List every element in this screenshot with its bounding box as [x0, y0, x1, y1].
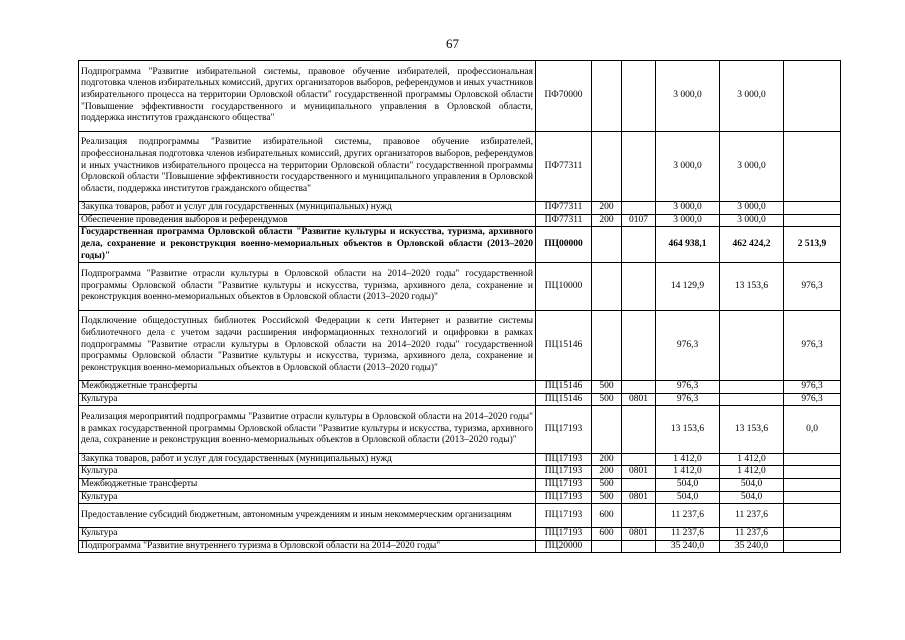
- table-row: [79, 227, 841, 263]
- row-amount-federal: 976,3: [784, 263, 841, 310]
- row-amount-federal: 976,3: [784, 310, 841, 381]
- table-row: [79, 491, 841, 504]
- row-expense-type: 500: [592, 491, 622, 504]
- row-section: 0107: [622, 214, 656, 227]
- table-row: [79, 381, 841, 394]
- row-code: ПЦ17193: [536, 491, 592, 504]
- row-code: ПЦ17193: [536, 453, 592, 466]
- row-section: 0801: [622, 491, 656, 504]
- row-amount-total: 504,0: [656, 491, 720, 504]
- row-amount-federal: [784, 131, 841, 202]
- row-name: Культура: [79, 466, 536, 479]
- row-section: [622, 131, 656, 202]
- table-row: [79, 393, 841, 406]
- row-amount-federal: [784, 540, 841, 553]
- row-amount-federal: [784, 504, 841, 528]
- row-amount-own: 35 240,0: [720, 540, 784, 553]
- row-amount-own: 3 000,0: [720, 214, 784, 227]
- row-section: [622, 61, 656, 132]
- row-code: ПЦ15146: [536, 393, 592, 406]
- row-code: ПФ77311: [536, 131, 592, 202]
- row-code: ПЦ10000: [536, 263, 592, 310]
- row-code: ПФ70000: [536, 61, 592, 132]
- row-amount-own: 13 153,6: [720, 263, 784, 310]
- row-amount-own: 11 237,6: [720, 528, 784, 541]
- row-name: Культура: [79, 393, 536, 406]
- row-code: ПЦ17193: [536, 528, 592, 541]
- row-expense-type: 200: [592, 453, 622, 466]
- row-code: ПЦ15146: [536, 310, 592, 381]
- row-amount-total: 976,3: [656, 393, 720, 406]
- row-amount-own: 3 000,0: [720, 131, 784, 202]
- row-expense-type: [592, 540, 622, 553]
- row-name: Межбюджетные трансферты: [79, 478, 536, 491]
- table-row: [79, 453, 841, 466]
- row-name: Культура: [79, 491, 536, 504]
- row-amount-total: 14 129,9: [656, 263, 720, 310]
- table-row: [79, 406, 841, 453]
- row-amount-federal: 976,3: [784, 393, 841, 406]
- row-amount-own: [720, 310, 784, 381]
- row-amount-total: 35 240,0: [656, 540, 720, 553]
- page-number: 67: [446, 36, 459, 51]
- row-section: [622, 406, 656, 453]
- row-name: Закупка товаров, работ и услуг для государственных (муниципальных) нужд: [79, 453, 536, 466]
- table-row: [79, 61, 841, 132]
- row-section: 0801: [622, 393, 656, 406]
- row-amount-federal: [784, 202, 841, 215]
- row-section: [622, 263, 656, 310]
- row-expense-type: 200: [592, 214, 622, 227]
- row-amount-federal: 2 513,9: [784, 227, 841, 263]
- row-amount-own: 462 424,2: [720, 227, 784, 263]
- row-name: Предоставление субсидий бюджетным, автономным учреждениям и иным некоммерческим организациям: [79, 504, 536, 528]
- row-code: ПЦ17193: [536, 406, 592, 453]
- row-code: ПЦ17193: [536, 466, 592, 479]
- table-row: [79, 214, 841, 227]
- row-amount-own: 11 237,6: [720, 504, 784, 528]
- row-section: [622, 504, 656, 528]
- row-amount-total: 1 412,0: [656, 466, 720, 479]
- row-section: 0801: [622, 466, 656, 479]
- table-row: [79, 131, 841, 202]
- table-row: [79, 263, 841, 310]
- row-code: ПЦ17193: [536, 478, 592, 491]
- row-amount-total: 13 153,6: [656, 406, 720, 453]
- row-expense-type: 500: [592, 381, 622, 394]
- row-amount-own: [720, 381, 784, 394]
- row-expense-type: [592, 227, 622, 263]
- row-expense-type: 600: [592, 528, 622, 541]
- row-name: Подпрограмма "Развитие избирательной системы, правовое обучение избирателей, профессиональная подготовка членов избирательных комиссий, других организаторов выборов, референдумов и иных участников избирательного процесса на территории Орловской области" государственной программы Орловской области "Повышение эффективности государственного и муниципального управления в Орловской области, поддержка институтов гражданского общества": [79, 61, 536, 132]
- table-row: [79, 528, 841, 541]
- row-section: [622, 453, 656, 466]
- row-section: [622, 202, 656, 215]
- row-expense-type: 500: [592, 393, 622, 406]
- row-amount-federal: [784, 61, 841, 132]
- row-code: ПЦ00000: [536, 227, 592, 263]
- row-expense-type: [592, 263, 622, 310]
- row-code: ПЦ20000: [536, 540, 592, 553]
- row-amount-total: 976,3: [656, 310, 720, 381]
- row-amount-federal: [784, 466, 841, 479]
- row-code: ПФ77311: [536, 214, 592, 227]
- row-amount-total: 3 000,0: [656, 61, 720, 132]
- row-name: Реализация мероприятий подпрограммы "Развитие отрасли культуры в Орловской области на 2014–2020 годы" в рамках государственной программы Орловской области "Развитие культуры и искусства, туризма, архивного дела, сохранение и реконструкция военно-мемориальных объектов в Орловской области (2013–2020 годы)": [79, 406, 536, 453]
- row-section: [622, 478, 656, 491]
- row-section: [622, 540, 656, 553]
- row-amount-total: 976,3: [656, 381, 720, 394]
- row-amount-total: 11 237,6: [656, 528, 720, 541]
- row-amount-total: 464 938,1: [656, 227, 720, 263]
- row-code: ПФ77311: [536, 202, 592, 215]
- row-amount-federal: [784, 478, 841, 491]
- row-expense-type: 200: [592, 202, 622, 215]
- row-expense-type: 500: [592, 478, 622, 491]
- row-amount-total: 3 000,0: [656, 202, 720, 215]
- table-row: [79, 310, 841, 381]
- row-code: ПЦ17193: [536, 504, 592, 528]
- row-expense-type: [592, 61, 622, 132]
- row-amount-own: 504,0: [720, 478, 784, 491]
- row-expense-type: [592, 406, 622, 453]
- row-expense-type: [592, 310, 622, 381]
- budget-table: [78, 60, 841, 553]
- row-amount-total: 3 000,0: [656, 131, 720, 202]
- row-expense-type: 200: [592, 466, 622, 479]
- row-section: [622, 310, 656, 381]
- row-amount-own: 1 412,0: [720, 466, 784, 479]
- row-name: Закупка товаров, работ и услуг для государственных (муниципальных) нужд: [79, 202, 536, 215]
- row-amount-total: 3 000,0: [656, 214, 720, 227]
- table-row: [79, 504, 841, 528]
- row-amount-own: 3 000,0: [720, 202, 784, 215]
- row-amount-own: 13 153,6: [720, 406, 784, 453]
- row-expense-type: 600: [592, 504, 622, 528]
- row-name: Подпрограмма "Развитие отрасли культуры в Орловской области на 2014–2020 годы" государственной программы Орловской области "Развитие культуры и искусства, туризма, архивного дела, сохранение и реконструкция военно-мемориальных объектов в Орловской области (2013–2020 годы)": [79, 263, 536, 310]
- table-row: [79, 478, 841, 491]
- row-amount-own: [720, 393, 784, 406]
- row-amount-federal: [784, 453, 841, 466]
- row-name: Обеспечение проведения выборов и референдумов: [79, 214, 536, 227]
- row-amount-own: 504,0: [720, 491, 784, 504]
- row-amount-total: 1 412,0: [656, 453, 720, 466]
- row-section: [622, 227, 656, 263]
- table-row: [79, 540, 841, 553]
- row-name: Культура: [79, 528, 536, 541]
- row-amount-federal: 0,0: [784, 406, 841, 453]
- row-amount-total: 504,0: [656, 478, 720, 491]
- row-section: [622, 381, 656, 394]
- row-amount-federal: [784, 528, 841, 541]
- row-amount-federal: [784, 491, 841, 504]
- row-section: 0801: [622, 528, 656, 541]
- row-name: Подключение общедоступных библиотек Российской Федерации к сети Интернет и развитие системы библиотечного дела с учетом задачи расширения информационных технологий и оцифровки в рамках подпрограммы "Развитие отрасли культуры в Орловской области на 2014–2020 годы" государственной программы Орловской области "Развитие культуры и искусства, туризма, архивного дела, сохранение и реконструкция военно-мемориальных объектов в Орловской области (2013–2020 годы)": [79, 310, 536, 381]
- row-name: Подпрограмма "Развитие внутреннего туризма в Орловской области на 2014–2020 годы": [79, 540, 536, 553]
- row-expense-type: [592, 131, 622, 202]
- row-name: Межбюджетные трансферты: [79, 381, 536, 394]
- table-row: [79, 466, 841, 479]
- row-name: Реализация подпрограммы "Развитие избирательной системы, правовое обучение избирателей, профессиональная подготовка членов избирательных комиссий, других организаторов выборов, референдумов и иных участников избирательного процесса на территории Орловской области" государственной программы Орловской области "Повышение эффективности государственного и муниципального управления в Орловской области, поддержка институтов гражданского общества": [79, 131, 536, 202]
- row-name: Государственная программа Орловской области "Развитие культуры и искусства, туризма, архивного дела, сохранение и реконструкция военно-мемориальных объектов в Орловской области (2013–2020 годы)": [79, 227, 536, 263]
- table-body: [79, 61, 841, 553]
- row-amount-total: 11 237,6: [656, 504, 720, 528]
- row-code: ПЦ15146: [536, 381, 592, 394]
- row-amount-federal: 976,3: [784, 381, 841, 394]
- table-row: [79, 202, 841, 215]
- row-amount-federal: [784, 214, 841, 227]
- row-amount-own: 3 000,0: [720, 61, 784, 132]
- row-amount-own: 1 412,0: [720, 453, 784, 466]
